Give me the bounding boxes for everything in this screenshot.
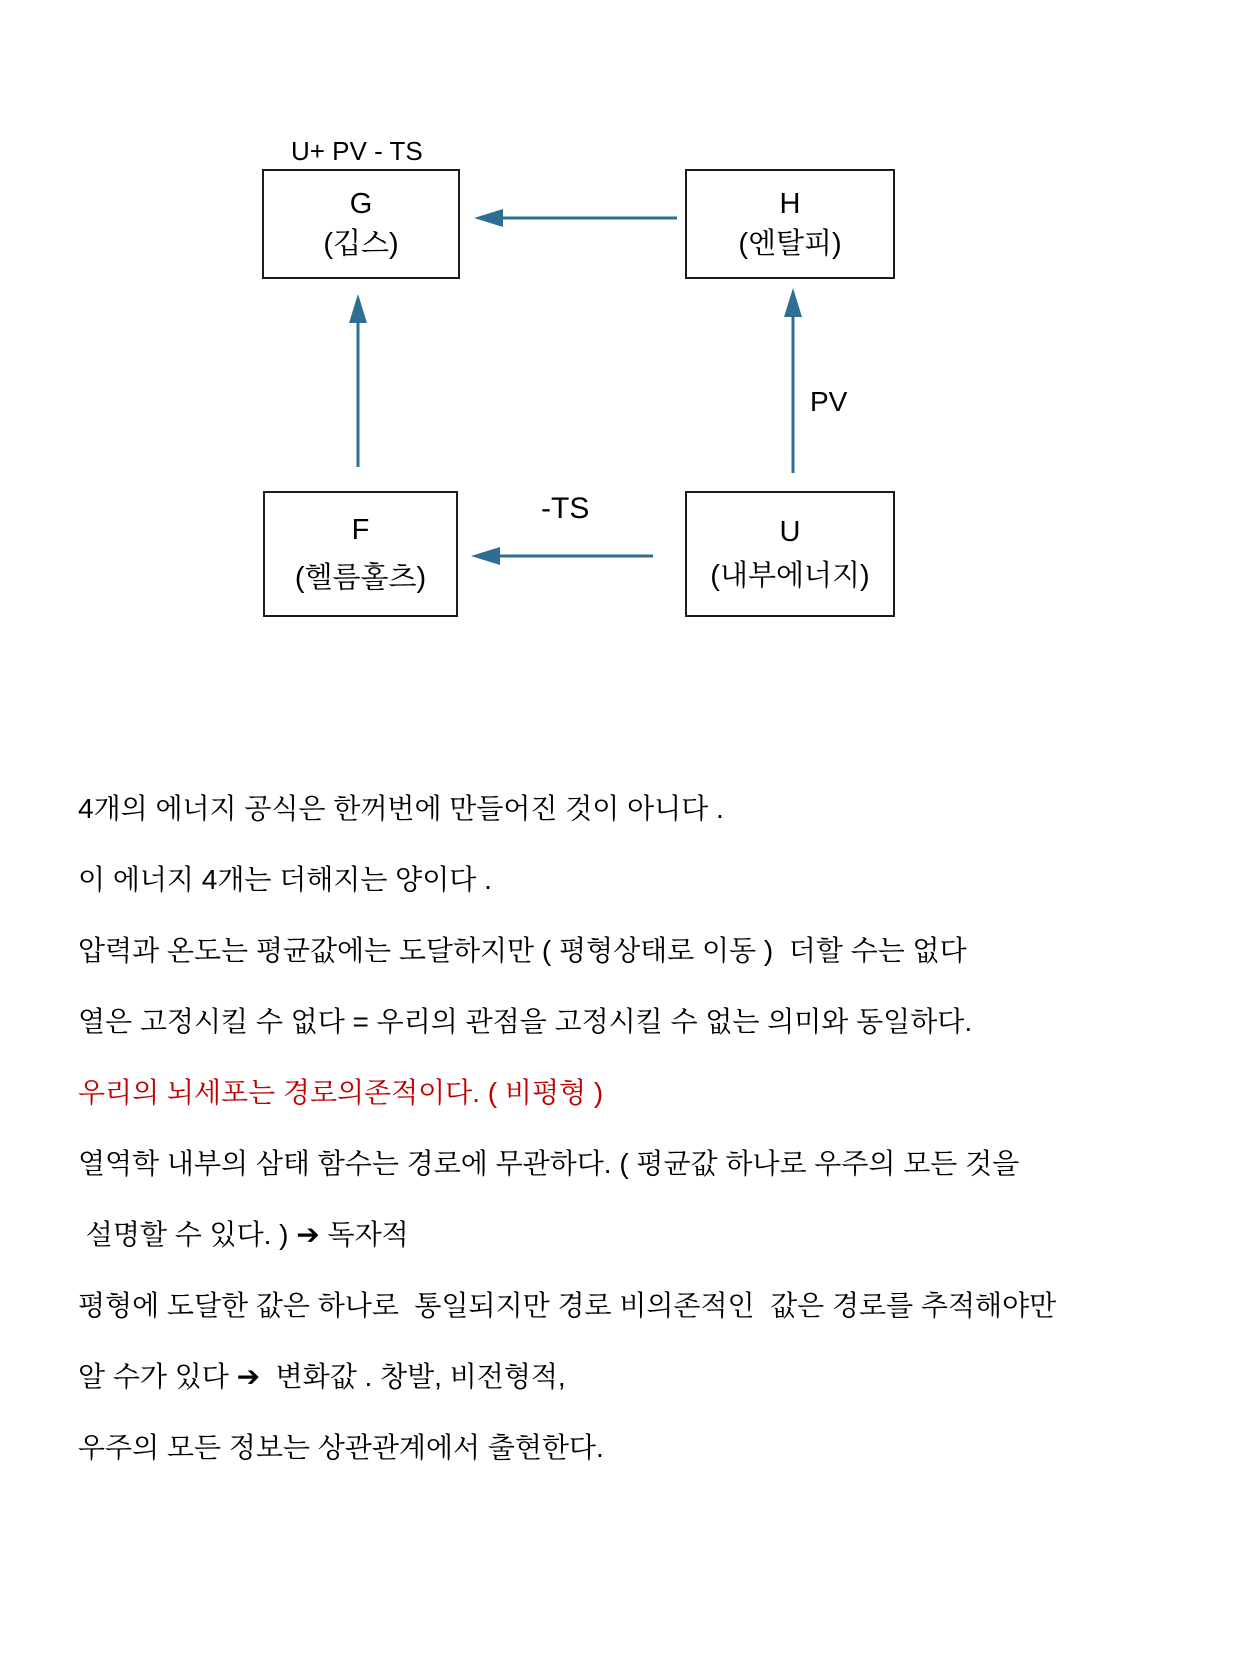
box-enthalpy xyxy=(685,169,895,279)
box-enthalpy-symbol: H xyxy=(779,188,801,220)
box-gibbs-name: (깁스) xyxy=(323,228,399,260)
gibbs-formula-label: U+ PV - TS xyxy=(291,136,423,166)
minus-ts-edge-label: -TS xyxy=(541,492,590,525)
box-helmholtz xyxy=(263,491,458,617)
note-line-4: 열은 고정시킬 수 없다 = 우리의 관점을 고정시킬 수 없는 의미와 동일하다. xyxy=(78,1006,973,1037)
note-line-8: 평형에 도달한 값은 하나로 통일되지만 경로 비의존적인 값은 경로를 추적해야만 xyxy=(78,1290,1057,1321)
box-internal-energy-symbol: U xyxy=(779,516,801,548)
arrow-u-to-f xyxy=(471,547,653,565)
note-line-6: 열역학 내부의 삼태 함수는 경로에 무관하다. ( 평균값 하나로 우주의 모든 것을 xyxy=(78,1148,1020,1179)
note-line-5-highlighted: 우리의 뇌세포는 경로의존적이다. ( 비평형 ) xyxy=(78,1077,604,1108)
box-internal-energy xyxy=(685,491,895,617)
arrow-f-to-g xyxy=(349,294,367,467)
box-gibbs-symbol: G xyxy=(349,188,373,220)
note-line-3: 압력과 온도는 평균값에는 도달하지만 ( 평형상태로 이동 ) 더할 수는 없다 xyxy=(78,935,967,966)
thermodynamic-potentials-diagram xyxy=(0,0,1260,700)
diagram-arrows xyxy=(0,0,1260,700)
box-helmholtz-symbol: F xyxy=(351,514,370,546)
box-gibbs xyxy=(262,169,460,279)
note-line-9: 알 수가 있다 ➔ 변화값 . 창발, 비전형적, xyxy=(78,1361,566,1392)
note-line-2: 이 에너지 4개는 더해지는 양이다 . xyxy=(78,864,492,895)
box-helmholtz-name: (헬름홀츠) xyxy=(294,562,427,594)
note-line-1: 4개의 에너지 공식은 한꺼번에 만들어진 것이 아니다 . xyxy=(78,793,724,824)
box-enthalpy-name: (엔탈피) xyxy=(738,228,842,260)
box-internal-energy-name: (내부에너지) xyxy=(710,560,870,592)
pv-edge-label: PV xyxy=(810,386,848,417)
arrow-h-to-g xyxy=(474,209,677,227)
note-line-7: 설명할 수 있다. ) ➔ 독자적 xyxy=(78,1219,409,1250)
note-line-10: 우주의 모든 정보는 상관관계에서 출현한다. xyxy=(78,1432,604,1463)
notes-text-block xyxy=(78,791,1228,1501)
arrow-u-to-h xyxy=(784,288,802,473)
